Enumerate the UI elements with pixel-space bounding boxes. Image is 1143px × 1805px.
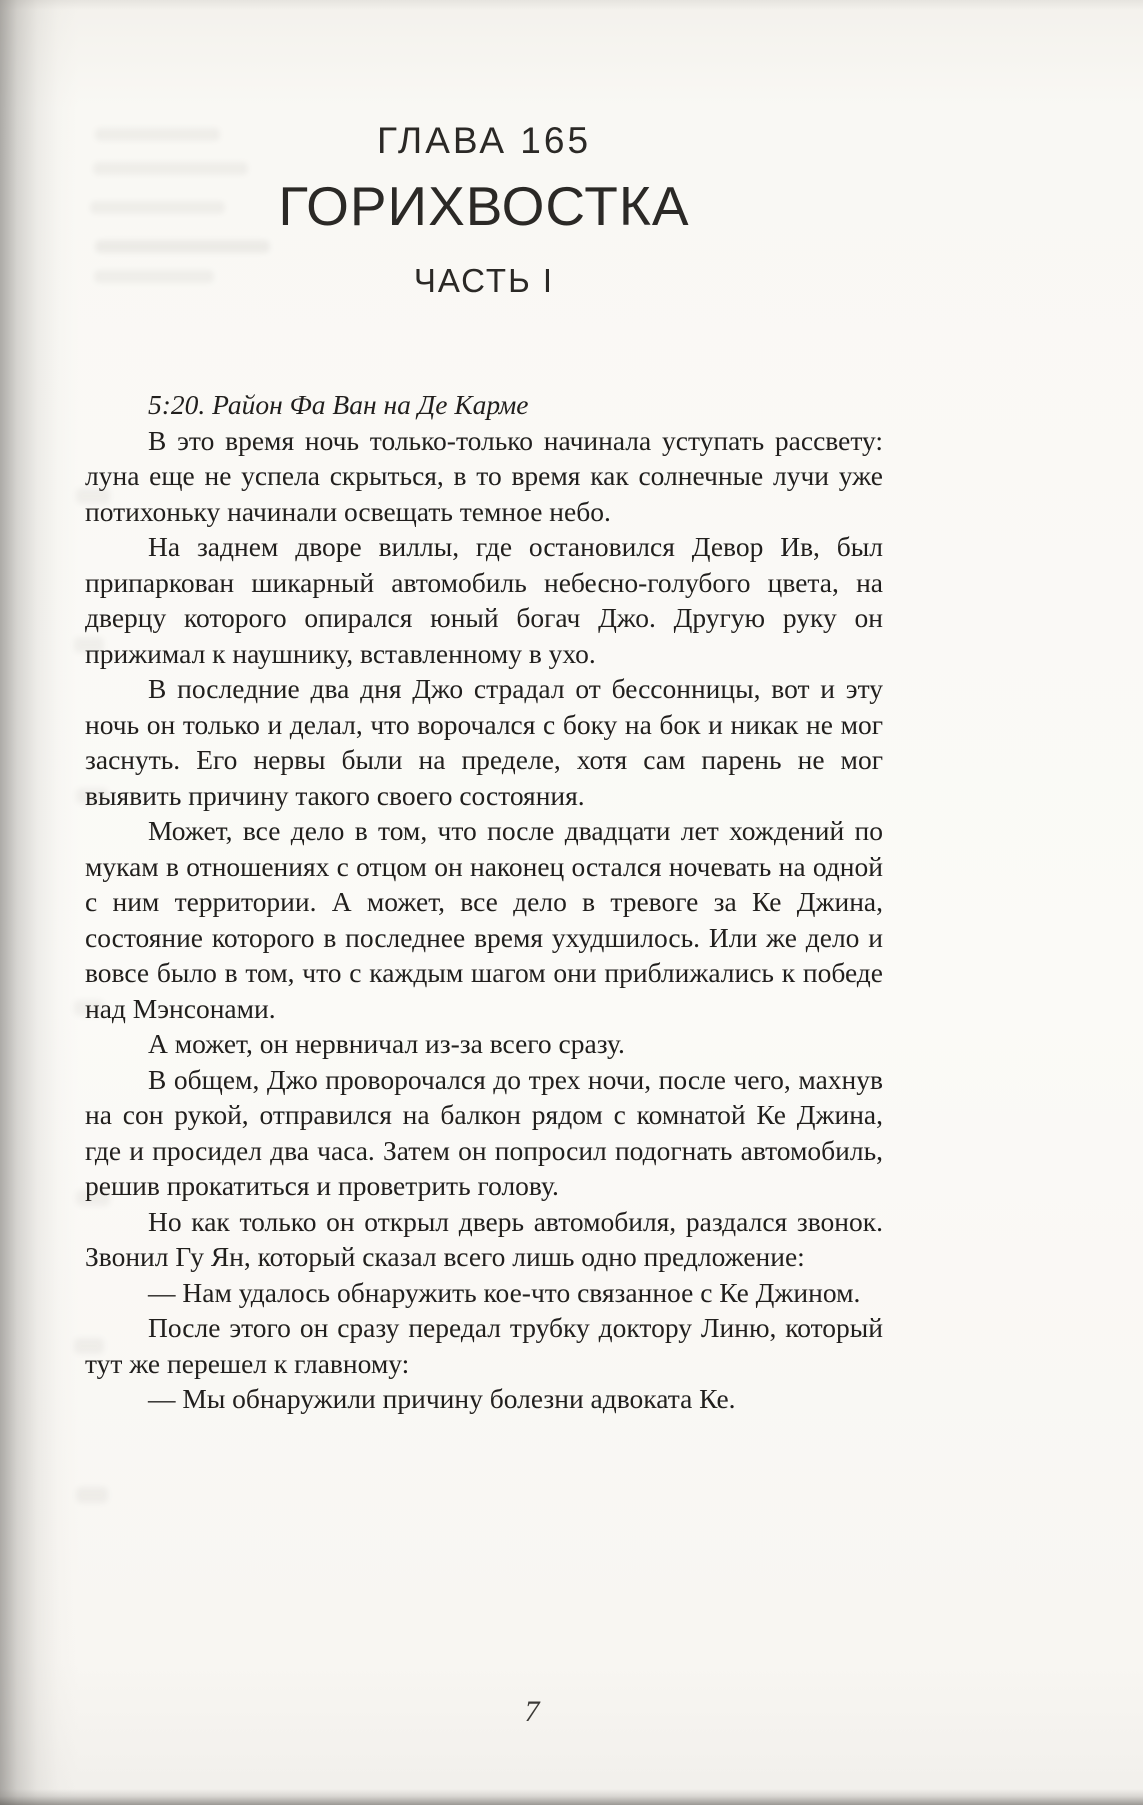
- paragraph: В общем, Джо проворочался до трех ночи, после чего, махнув на сон рукой, отправился на балкон рядом с комнатой Ке Джина, где и просидел два часа. Затем он попросил подогнать автомобиль, решив прокатиться и проветрить голову.: [85, 1063, 883, 1202]
- page-number: 7: [524, 1695, 540, 1728]
- scan-shadow-bottom: [0, 1789, 1143, 1805]
- chapter-title: ГОРИХВОСТКА: [278, 174, 690, 237]
- paragraph: Может, все дело в том, что после двадцати лет хождений по мукам в отношениях с отцом он наконец остался ночевать на одной с ним территории. А может, все дело в тревоге за Ке Джина, состояние которого в последнее время ухудшилось. Или же дело и вовсе было в том, что с каждым шагом они приближались к победе над Мэнсонами.: [85, 815, 883, 1024]
- paragraph: На заднем дворе виллы, где остановился Девор Ив, был припаркован шикарный автомобиль небесно-голубого цвета, на дверцу которого опирался юный богач Джо. Другую руку он прижимал к наушнику, вставленному в ухо.: [85, 531, 883, 669]
- scan-artifact: [76, 1487, 108, 1503]
- paragraph: А может, он нервничал из-за всего сразу.: [148, 1028, 625, 1060]
- dialogue-paragraph: — Мы обнаружили причину болезни адвоката Ке.: [148, 1383, 736, 1415]
- chapter-text: [85, 387, 883, 1417]
- chapter-number: ГЛАВА 165: [376, 120, 592, 161]
- dialogue-paragraph: — Нам удалось обнаружить кое-что связанное с Ке Джином.: [148, 1276, 861, 1308]
- paragraph: В это время ночь только-только начинала уступать рассвету: луна еще не успела скрыться, в то время как солнечные лучи уже потихоньку начинали освещать темное небо.: [85, 424, 883, 527]
- paragraph: После этого он сразу передал трубку доктору Линю, который тут же перешел к главному:: [85, 1312, 883, 1379]
- paragraph: В последние два дня Джо страдал от бессонницы, вот и эту ночь он только и делал, что ворочался с боку на бок и никак не мог заснуть. Его нервы были на пределе, хотя сам парень не мог выявить причину такого своего состояния.: [85, 673, 883, 811]
- chapter-part: ЧАСТЬ I: [413, 262, 555, 300]
- scan-shadow-left: [0, 0, 78, 1805]
- paragraph: Но как только он открыл дверь автомобиля, раздался звонок. Звонил Гу Ян, который сказал всего лишь одно предложение:: [85, 1205, 883, 1273]
- chapter-header: [85, 0, 883, 299]
- page-content: [85, 0, 883, 1417]
- scene-heading: 5:20. Район Фа Ван на Де Карме: [148, 389, 529, 421]
